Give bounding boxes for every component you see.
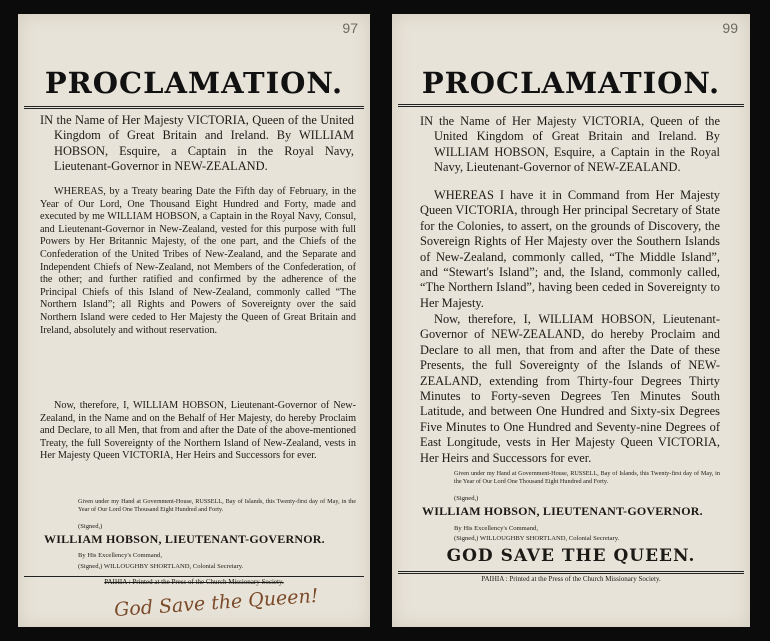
shortland-signature: (Signed,) WILLOUGHBY SHORTLAND, Colonial Secretary. <box>78 563 244 570</box>
given-under-hand: Given under my Hand at Government-House, RUSSELL, Bay of Islands, this Twenty-first day of May, in the Year of Our Lord One Thousand Eight Hundred and Forty. <box>78 498 356 513</box>
footer-rule <box>24 576 364 577</box>
signed-note: (Signed,) <box>78 523 103 530</box>
now-therefore-paragraph: Now, therefore, I, WILLIAM HOBSON, Lieutenant-Governor of New-Zealand, in the Name and on the Behalf of Her Majesty, do hereby Proclaim and Declare, to all Men, that from and after the Date of the above-mentioned Treaty, the full Sovereignty of the Northern Island of New-Zealand, vests in Her Majesty Queen VICTORIA, Her Heirs and Successors for ever. <box>40 400 356 462</box>
page-title: PROCLAMATION. <box>421 66 721 100</box>
given-under-hand: Given under my Hand at Government-House, RUSSELL, Bay of Islands, this Twenty-first day of May, in the Year of Our Lord One Thousand Eight Hundred and Forty. <box>454 470 720 485</box>
title-rule <box>398 104 744 107</box>
handwritten-god-save-the-queen: God Save the Queen! <box>113 584 320 622</box>
hobson-signature: WILLIAM HOBSON, LIEUTENANT-GOVERNOR. <box>422 504 703 518</box>
command-note: By His Excellency's Command, <box>78 552 162 559</box>
shortland-signature: (Signed,) WILLOUGHBY SHORTLAND, Colonial Secretary. <box>454 535 620 542</box>
intro-paragraph: IN the Name of Her Majesty VICTORIA, Queen of the United Kingdom of Great Britain and Ireland. By WILLIAM HOBSON, Esquire, a Captain in the Royal Navy, Lieutenant-Governor in NEW-ZEALAND. <box>40 113 354 174</box>
signed-note: (Signed,) <box>454 495 479 502</box>
left-proclamation-page <box>18 14 370 627</box>
page-number: 97 <box>342 20 358 36</box>
command-note: By His Excellency's Command, <box>454 525 538 532</box>
god-save-the-queen: GOD SAVE THE QUEEN. <box>446 546 696 566</box>
whereas-paragraph: WHEREAS I have it in Command from Her Majesty Queen VICTORIA, through Her principal Secretary of State for the Colonies, to assert, on the grounds of Discovery, the Sovereign Rights of Her Majesty over the Southern Islands of New-Zealand, commonly called, “The Middle Island”, and “Stewart's Island”; and, the Island, commonly called, “The Northern Island”, having been ceded in Sovereignty to Her Majesty. <box>420 188 720 310</box>
now-therefore-paragraph: Now, therefore, I, WILLIAM HOBSON, Lieutenant-Governor of NEW-ZEALAND, do hereby Proclaim and Declare to all men, that from and after the Date of these Presents, the full Sovereignty of the Islands of NEW-ZEALAND, extending from Thirty-four Degrees Thirty Minutes to Forty-seven Degrees Ten Minutes South Latitude, and between One Hundred and Sixty-six Degrees Five Minutes to One Hundred and Seventy-nine Degrees of East Longitude, vests in Her Majesty Queen VICTORIA, Her Heirs and Successors for ever. <box>420 312 720 465</box>
footer-rule <box>398 571 744 574</box>
page-number: 99 <box>722 20 738 36</box>
whereas-paragraph: WHEREAS, by a Treaty bearing Date the Fifth day of February, in the Year of Our Lord, One Thousand Eight Hundred and Forty, made and executed by me WILLIAM HOBSON, a Captain in the Royal Navy, Consul, and Lieutenant-Governor in New-Zealand, vested for this purpose with full Powers by Her Britannic Majesty, of the one part, and the Chiefs of the Confederation of the United Tribes of New-Zealand, and the Separate and Independent Chiefs of New-Zealand, not Members of the Confederation, of the other; and further ratified and confirmed by the adherence of the Principal Chiefs of this Island of New-Zealand, commonly called “The Northern Island”; all Rights and Powers of Sovereignty over the said Northern Island were ceded to Her Majesty the Queen of Great Britain and Ireland, absolutely and without reservation. <box>40 186 356 336</box>
printer-footer: PAIHIA : Printed at the Press of the Church Missionary Society. <box>104 578 284 586</box>
printer-footer: PAIHIA : Printed at the Press of the Church Missionary Society. <box>481 575 661 583</box>
page-title: PROCLAMATION. <box>44 66 344 100</box>
hobson-signature: WILLIAM HOBSON, LIEUTENANT-GOVERNOR. <box>44 532 325 546</box>
title-rule <box>24 106 364 109</box>
intro-paragraph: IN the Name of Her Majesty VICTORIA, Queen of the United Kingdom of Great Britain and Ireland. By WILLIAM HOBSON, Esquire, a Captain in the Royal Navy, Lieutenant-Governor of NEW-ZEALAND. <box>420 114 720 175</box>
right-proclamation-page <box>392 14 750 627</box>
